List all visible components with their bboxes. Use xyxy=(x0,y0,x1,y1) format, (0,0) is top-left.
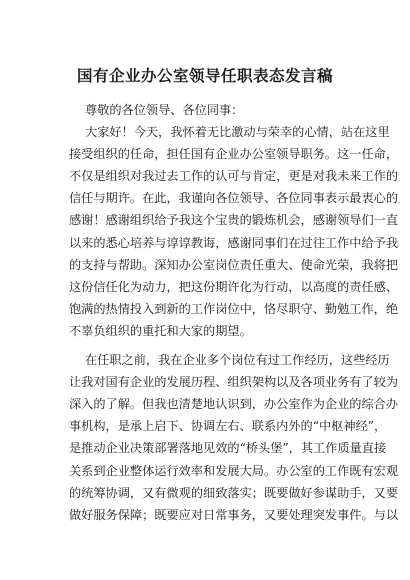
paragraph-line: 深入的了解。但我也清楚地认识到，办公室作为企业的综合办 xyxy=(69,397,399,412)
paragraph-line: 事机构，是承上启下、协调左右、联系内外的“中枢神经”， xyxy=(69,419,387,434)
paragraph-line: 大家好！今天，我怀着无比激动与荣幸的心情，站在这里 xyxy=(85,125,390,140)
paragraph-line: 不辜负组织的重托和大家的期望。 xyxy=(69,323,252,338)
document-body xyxy=(69,99,399,526)
salutation: 尊敬的各位领导、各位同事： xyxy=(85,103,244,117)
paragraph-2 xyxy=(69,349,399,526)
paragraph-line: 接受组织的任命，担任国有企业办公室领导职务。这一任命， xyxy=(69,147,399,162)
paragraph-line: 信任与期许。在此，我谨向各位领导、各位同事表示最衷心的 xyxy=(69,191,399,206)
paragraph-1 xyxy=(69,121,399,342)
paragraph-line: 让我对国有企业的发展历程、组织架构以及各项业务有了较为 xyxy=(69,375,399,390)
paragraph-line: 以来的悉心培养与谆谆教诲，感谢同事们在过往工作中给予我 xyxy=(69,235,399,250)
document-title: 国有企业办公室领导任职表态发言稿 xyxy=(76,66,333,85)
paragraph-line: 做好服务保障；既要应对日常事务，又要处理突发事件。与以 xyxy=(69,507,399,522)
paragraph-line: 是推动企业决策部署落地见效的“桥头堡”，其工作质量直接 xyxy=(69,441,387,456)
paragraph-line: 关系到企业整体运行效率和发展大局。办公室的工作既有宏观 xyxy=(69,463,399,478)
paragraph-line: 不仅是组织对我过去工作的认可与肯定，更是对我未来工作的 xyxy=(69,169,399,184)
paragraph-line: 的支持与帮助。深知办公室岗位责任重大、使命光荣，我将把 xyxy=(69,257,399,272)
paragraph-line: 的统筹协调，又有微观的细致落实；既要做好参谋助手，又要 xyxy=(69,485,399,500)
paragraph-line: 在任职之前，我在企业多个岗位有过工作经历，这些经历 xyxy=(85,353,390,368)
paragraph-line: 饱满的热情投入到新的工作岗位中，恪尽职守、勤勉工作，绝 xyxy=(69,301,399,316)
paragraph-line: 感谢！感谢组织给予我这个宝贵的锻炼机会，感谢领导们一直 xyxy=(69,213,399,228)
paragraph-line: 这份信任化为动力，把这份期许化为行动，以高度的责任感、 xyxy=(69,279,399,294)
